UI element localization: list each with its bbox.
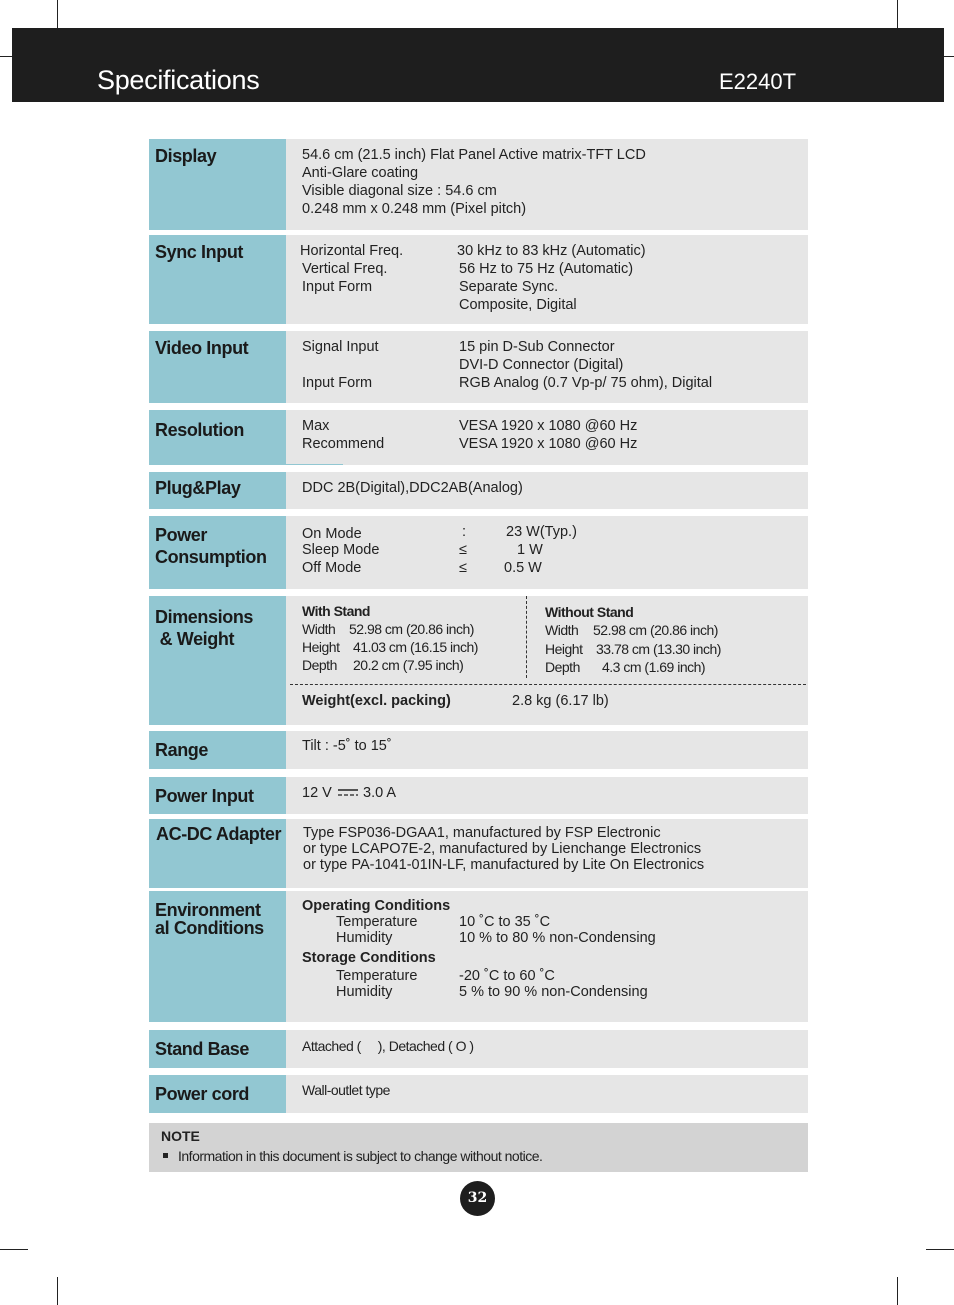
weight-value: 2.8 kg (6.17 lb) (512, 693, 609, 709)
spec-value: 15 pin D-Sub Connector (459, 339, 615, 355)
spec-row-resolution (149, 410, 808, 465)
spec-text: 3.0 A (363, 785, 397, 801)
spec-row-video-input (149, 331, 808, 403)
spec-text: 12 V (302, 785, 332, 801)
crop-mark (0, 56, 12, 57)
spec-row-power-cord (149, 1075, 808, 1113)
spec-key: Temperature (336, 914, 418, 930)
spec-key: Depth (302, 657, 337, 673)
spec-value: 10 ˚C to 35 ˚C (459, 914, 551, 930)
spec-value: 20.2 cm (7.95 inch) (353, 657, 464, 673)
spec-label: Sync Input (149, 235, 286, 324)
spec-label: Environment al Conditions (149, 891, 286, 1022)
spec-text: DDC 2B(Digital),DDC2AB(Analog) (302, 480, 523, 496)
spec-value: 10 % to 80 % non-Condensing (459, 930, 656, 946)
spec-symbol: ≤ (459, 542, 467, 558)
page-number: 32 (460, 1181, 495, 1216)
spec-key: Width (302, 621, 336, 637)
operating-title: Operating Conditions (302, 898, 451, 914)
model-name: E2240T (719, 69, 797, 94)
spec-text: Type FSP036-DGAA1, manufactured by FSP Electronic (303, 825, 661, 841)
spec-key: Recommend (302, 436, 385, 452)
spec-text: 0.248 mm x 0.248 mm (Pixel pitch) (302, 201, 527, 217)
spec-label: Display (149, 139, 286, 230)
crop-mark (0, 1249, 28, 1250)
spec-symbol: : (462, 524, 467, 540)
spec-content (286, 1030, 808, 1068)
spec-key: Width (545, 622, 579, 638)
spec-content (286, 331, 808, 403)
spec-content (286, 891, 808, 1022)
spec-content (286, 516, 808, 589)
spec-content (286, 472, 808, 509)
spec-key: Vertical Freq. (302, 261, 388, 277)
spec-value: VESA 1920 x 1080 @60 Hz (459, 418, 638, 434)
spec-label: Resolution (149, 410, 286, 465)
spec-value: -20 ˚C to 60 ˚C (459, 968, 555, 984)
spec-value: RGB Analog (0.7 Vp-p/ 75 ohm), Digital (459, 375, 713, 391)
spec-symbol: ≤ (459, 560, 467, 576)
spec-label: Power Input (149, 777, 286, 814)
spec-row-stand-base (149, 1030, 808, 1068)
spec-label: Power Consumption (149, 516, 286, 589)
with-stand-title: With Stand (302, 603, 370, 619)
spec-label: Dimensions & Weight (149, 596, 286, 725)
spec-text: or type LCAPO7E-2, manufactured by Lienchange Electronics (303, 841, 702, 857)
page-title: Specifications (97, 65, 260, 95)
divider (290, 684, 806, 685)
spec-row-plug-play (149, 472, 808, 509)
page-header (12, 28, 944, 102)
without-stand-title: Without Stand (545, 604, 634, 620)
spec-key: Input Form (302, 375, 373, 391)
spec-content (286, 731, 808, 769)
spec-value: 1 W (517, 542, 543, 558)
spec-text: Tilt : -5˚ to 15˚ (302, 738, 392, 754)
spec-text: Anti-Glare coating (302, 165, 419, 181)
spec-value: 4.3 cm (1.69 inch) (602, 659, 706, 675)
spec-key: Input Form (302, 279, 373, 295)
spec-row-sync-input (149, 235, 808, 324)
spec-value: 56 Hz to 75 Hz (Automatic) (459, 261, 634, 277)
spec-key: Max (302, 418, 330, 434)
spec-content (286, 410, 808, 465)
spec-key: Temperature (336, 968, 418, 984)
spec-value: Separate Sync. (459, 279, 559, 295)
spec-content (286, 1075, 808, 1113)
spec-text: or type PA-1041-01IN-LF, manufactured by Lite On Electronics (303, 857, 705, 873)
spec-row-environment (149, 891, 808, 1022)
spec-row-dimensions (149, 596, 808, 725)
spec-value: Composite, Digital (459, 297, 577, 313)
crop-mark (897, 0, 898, 28)
spec-value: 0.5 W (504, 560, 542, 576)
spec-key: Height (302, 639, 340, 655)
spec-text: Visible diagonal size : 54.6 cm (302, 183, 497, 199)
divider (526, 596, 527, 678)
spec-value: 52.98 cm (20.86 inch) (593, 622, 718, 638)
spec-label: Video Input (149, 331, 286, 403)
spec-label: Stand Base (149, 1030, 286, 1068)
spec-text: Wall-outlet type (302, 1082, 390, 1098)
divider (286, 464, 343, 465)
spec-key: Horizontal Freq. (300, 243, 404, 259)
spec-key: Depth (545, 659, 580, 675)
spec-value: VESA 1920 x 1080 @60 Hz (459, 436, 638, 452)
spec-value: 30 kHz to 83 kHz (Automatic) (457, 243, 646, 259)
spec-value: 5 % to 90 % non-Condensing (459, 984, 648, 1000)
spec-row-power-consumption (149, 516, 808, 589)
spec-content (286, 235, 808, 324)
crop-mark (57, 1277, 58, 1305)
spec-row-adapter (149, 819, 808, 888)
spec-value: 52.98 cm (20.86 inch) (349, 621, 474, 637)
spec-value: 41.03 cm (16.15 inch) (353, 639, 478, 655)
bullet-icon (163, 1153, 168, 1158)
spec-key: Humidity (336, 984, 393, 1000)
weight-key: Weight(excl. packing) (302, 693, 451, 709)
spec-value: 33.78 cm (13.30 inch) (596, 641, 721, 657)
spec-key: Height (545, 641, 583, 657)
crop-mark (57, 0, 58, 28)
note-text: Information in this document is subject to change without notice. (178, 1148, 543, 1164)
note-title: NOTE (161, 1128, 200, 1144)
spec-key: Signal Input (302, 339, 379, 355)
spec-text: Attached ( ), Detached ( O ) (302, 1038, 474, 1054)
spec-value: DVI-D Connector (Digital) (459, 357, 624, 373)
spec-row-range (149, 731, 808, 769)
spec-text: 54.6 cm (21.5 inch) Flat Panel Active matrix-TFT LCD (302, 147, 646, 163)
spec-label: Power cord (149, 1075, 286, 1113)
crop-mark (926, 1249, 954, 1250)
spec-key: Humidity (336, 930, 393, 946)
spec-content (286, 777, 808, 814)
note-box (149, 1123, 808, 1172)
storage-title: Storage Conditions (302, 950, 436, 966)
spec-value: 23 W(Typ.) (506, 524, 577, 540)
spec-key: Sleep Mode (302, 542, 380, 558)
dc-symbol-icon (338, 788, 358, 798)
spec-content (286, 596, 808, 725)
spec-label: Range (149, 731, 286, 769)
spec-label: Plug&Play (149, 472, 286, 509)
spec-key: On Mode (302, 526, 362, 542)
spec-row-display (149, 139, 808, 230)
spec-row-power-input (149, 777, 808, 814)
spec-content (286, 819, 808, 888)
spec-content (286, 139, 808, 230)
crop-mark (897, 1277, 898, 1305)
crop-mark (944, 56, 954, 57)
spec-label: AC-DC Adapter (149, 819, 286, 888)
spec-key: Off Mode (302, 560, 362, 576)
